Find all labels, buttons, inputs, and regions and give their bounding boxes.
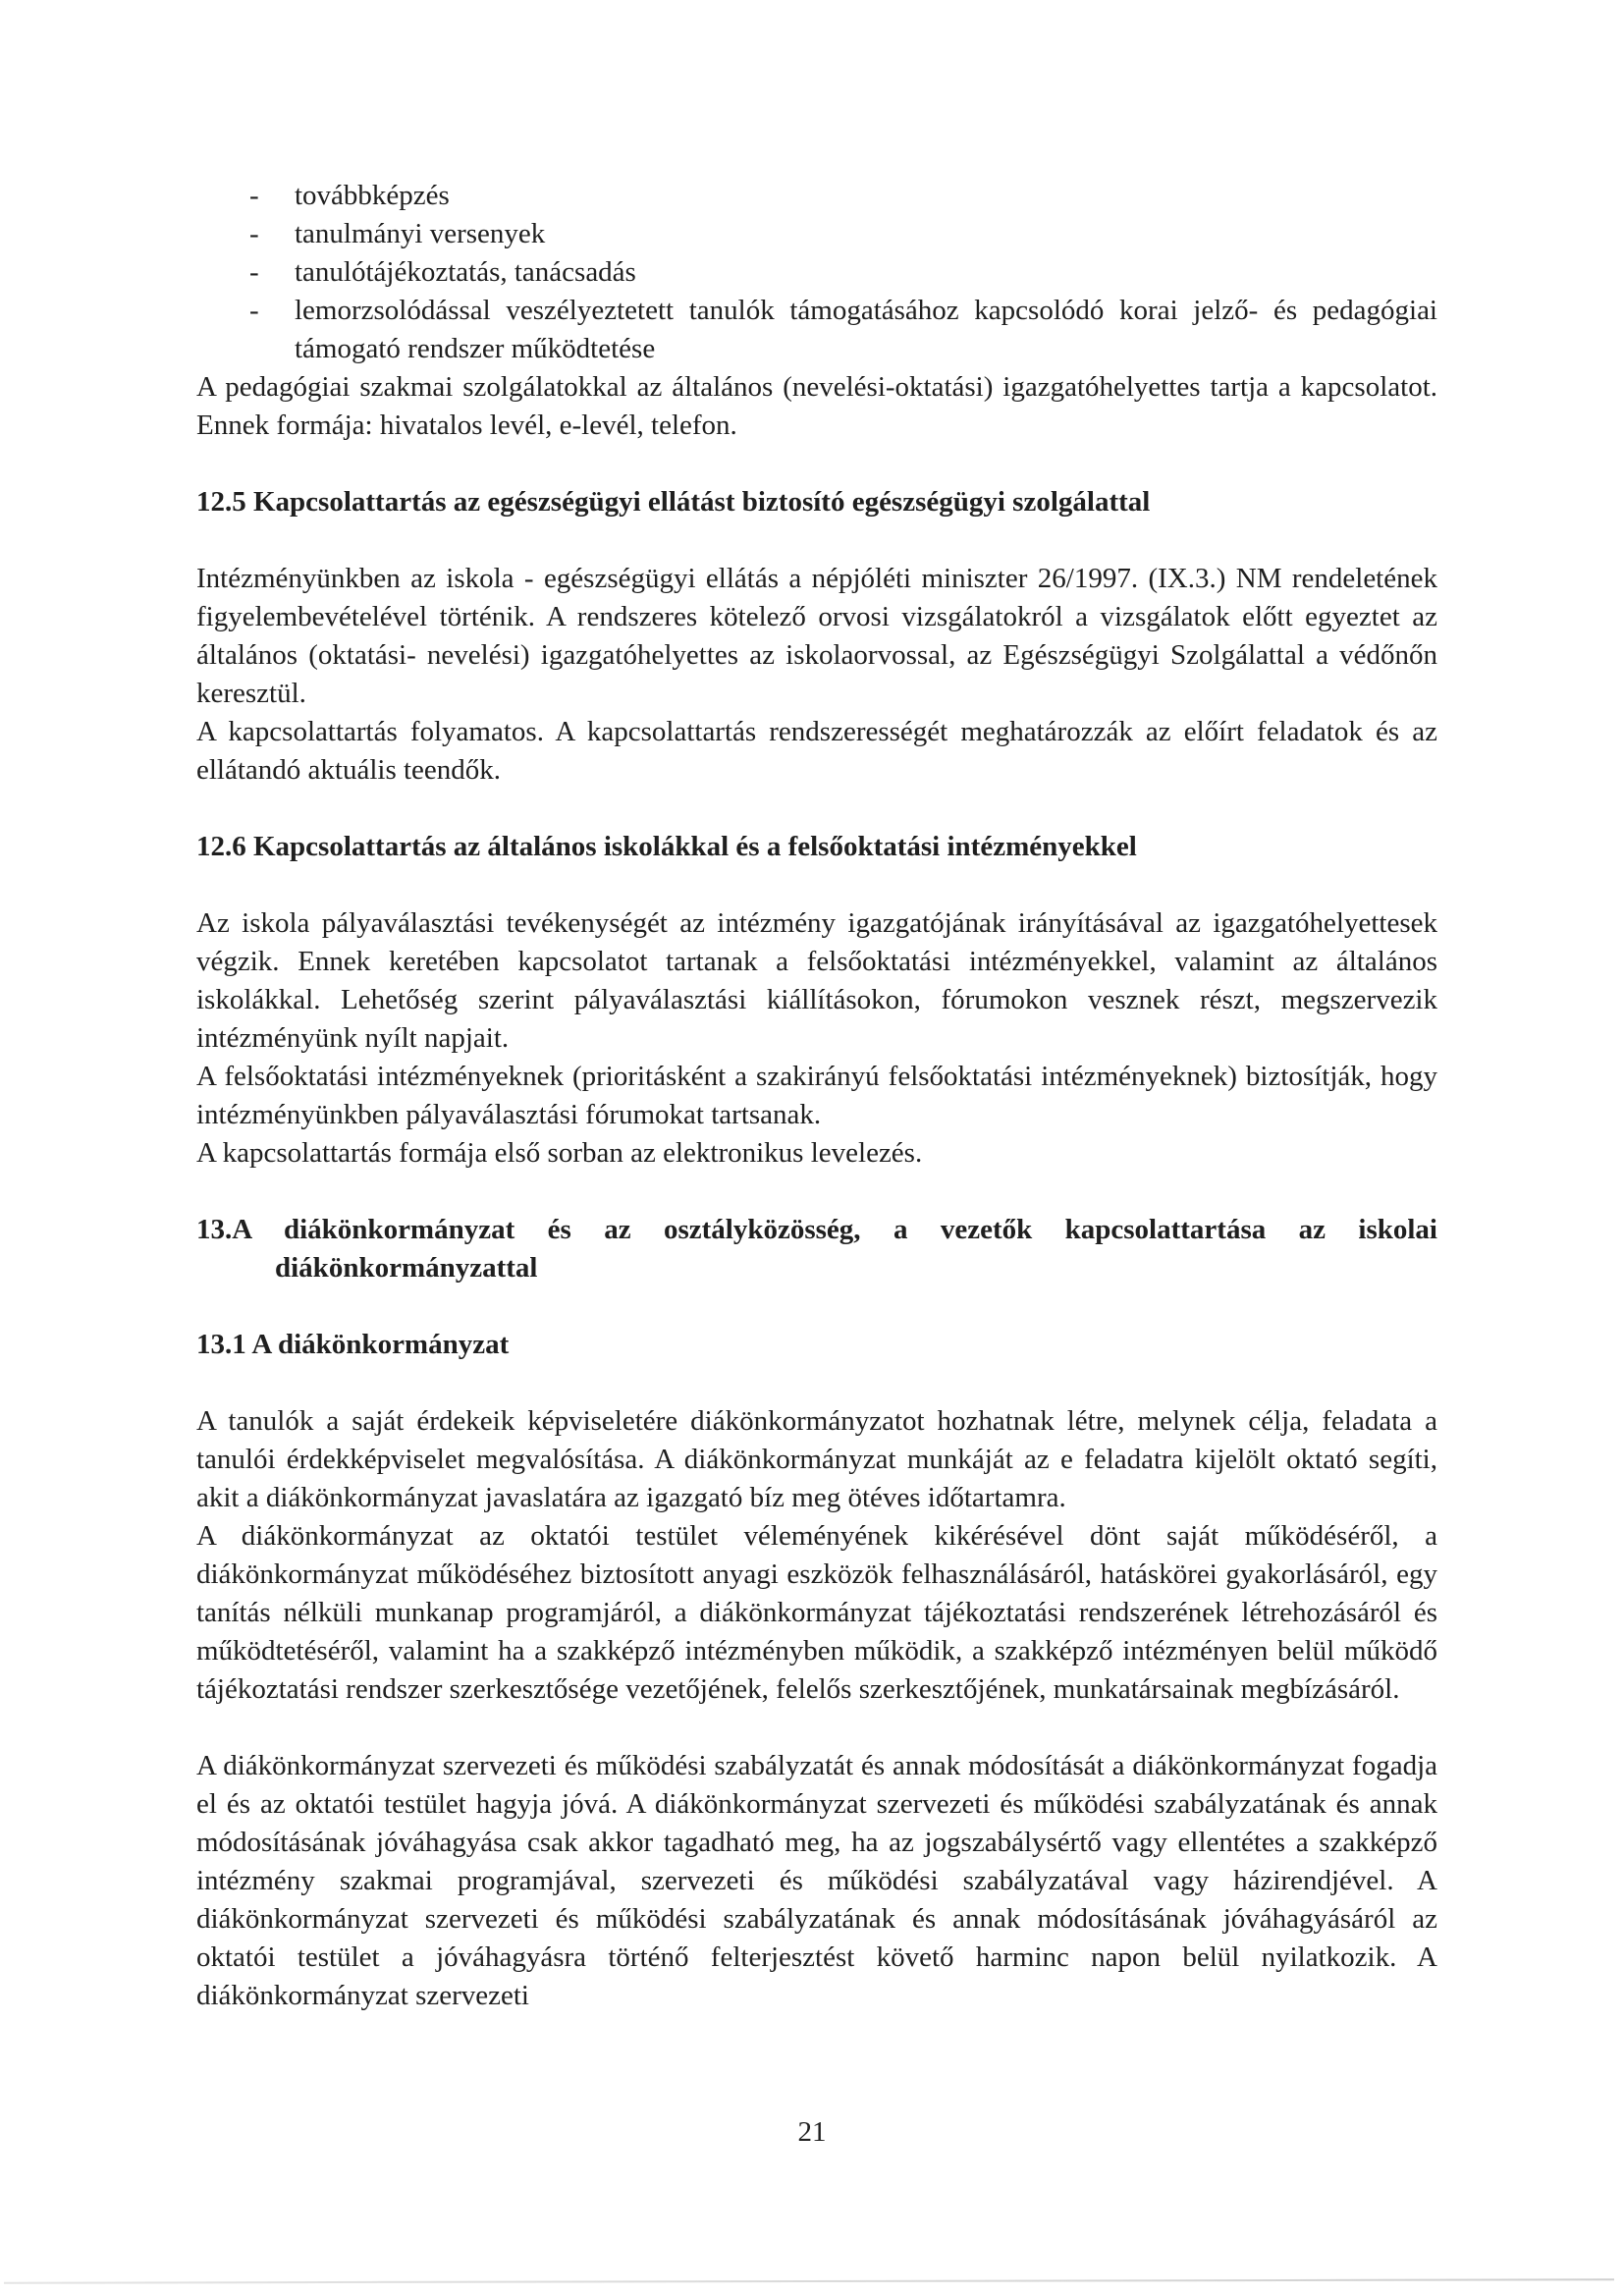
page-number: 21 <box>797 2116 827 2148</box>
spacer <box>196 866 1437 904</box>
paragraph: Az iskola pályaválasztási tevékenységét az intézmény igazgatójának irányításával az igazgatóhelyettesek végzik. Ennek keretében kapcsolatot tartanak a felsőoktatási intézményekkel, valamint az általános iskolákkal. Lehetőség szerint pályaválasztási kiállításokon, fórumokon vesznek részt, megszervezik intézményünk nyílt napjait. <box>196 907 1437 1054</box>
section-heading-13-1: 13.1 A diákönkormányzat <box>196 1329 510 1360</box>
intro-paragraph: A pedagógiai szakmai szolgálatokkal az általános (nevelési-oktatási) igazgatóhelyettes tartja a kapcsolatot. Ennek formája: hivatalos levél, e-levél, telefon. <box>196 371 1437 441</box>
list-item-text: tanulmányi versenyek <box>295 218 546 249</box>
paragraph: A kapcsolattartás formája első sorban az elektronikus levelezés. <box>196 1137 923 1169</box>
spacer <box>196 1173 1437 1211</box>
paragraph: A diákönkormányzat az oktatói testület véleményének kikérésével dönt saját működéséről, a diákönkormányzat működéséhez biztosított anyagi eszközök felhasználásáról, hatáskörei gyakorlásáról, egy tanítás nélküli munkanap programjáról, a diákönkormányzat tájékoztatási rendszerének létrehozásáról és működtetéséről, valamint ha a szakképző intézményben működik, a szakképző intézményen belül működő tájékoztatási rendszer szerkesztősége vezetőjének, felelős szerkesztőjének, munkatársainak megbízásáról. <box>196 1520 1437 1705</box>
spacer <box>196 1287 1437 1326</box>
list-item <box>196 253 1437 292</box>
section-heading-12-5: 12.5 Kapcsolattartás az egészségügyi ellátást biztosító egészségügyi szolgálattal <box>196 486 1151 518</box>
paragraph: A felsőoktatási intézményeknek (prioritásként a szakirányú felsőoktatási intézményeknek) biztosítják, hogy intézményünkben pályaválasztási fórumokat tartsanak. <box>196 1061 1437 1130</box>
list-item-text: lemorzsolódással veszélyeztetett tanulók támogatásához kapcsolódó korai jelző- és pedagógiai támogató rendszer működtetése <box>295 295 1437 364</box>
spacer <box>196 1364 1437 1402</box>
paragraph: A diákönkormányzat szervezeti és működési szabályzatát és annak módosítását a diákönkormányzat fogadja el és az oktatói testület hagyja jóvá. A diákönkormányzat szervezeti és működési szabályzatának és annak módosításának jóváhagyása csak akkor tagadható meg, ha az jogszabálysértő vagy ellentétes a szakképző intézmény szakmai programjával, szervezeti és működési szabályzatával vagy házirendjével. A diákönkormányzat szervezeti és működési szabályzatának és annak módosításának jóváhagyásáról az oktatói testület a jóváhagyásra történő felterjesztést követő harminc napon belül nyilatkozik. A diákönkormányzat szervezeti <box>196 1750 1437 2011</box>
paragraph: Intézményünkben az iskola - egészségügyi ellátás a népjóléti miniszter 26/1997. (IX.3.) NM rendeletének figyelembevételével történik. A rendszeres kötelező orvosi vizsgálatokról a vizsgálatok előtt egyeztet az általános (oktatási- nevelési) igazgatóhelyettes az iskolaorvossal, az Egészségügyi Szolgálattal a védőnőn keresztül. <box>196 563 1437 709</box>
bullet-list <box>196 177 1437 368</box>
list-item <box>196 177 1437 215</box>
spacer <box>196 790 1437 828</box>
list-item <box>196 292 1437 368</box>
section-heading-13: 13.A diákönkormányzat és az osztályközösség, a vezetők kapcsolattartása az iskolai diákönkormányzattal <box>196 1214 1437 1284</box>
spacer <box>196 1709 1437 1747</box>
bullet-dash: - <box>249 180 259 211</box>
spacer <box>196 445 1437 483</box>
list-item-text: tanulótájékoztatás, tanácsadás <box>295 256 636 288</box>
list-item-text: továbbképzés <box>295 180 450 211</box>
list-item <box>196 215 1437 253</box>
bullet-dash: - <box>249 256 259 288</box>
paragraph: A kapcsolattartás folyamatos. A kapcsolattartás rendszerességét meghatározzák az előírt feladatok és az ellátandó aktuális teendők. <box>196 716 1437 786</box>
section-heading-12-6: 12.6 Kapcsolattartás az általános iskolákkal és a felsőoktatási intézményekkel <box>196 831 1137 862</box>
bullet-dash: - <box>249 295 259 326</box>
spacer <box>196 521 1437 560</box>
bullet-dash: - <box>249 218 259 249</box>
scan-edge-line <box>4 2278 1614 2283</box>
paragraph: A tanulók a saját érdekeik képviseletére diákönkormányzatot hozhatnak létre, melynek célja, feladata a tanulói érdekképviselet megvalósítása. A diákönkormányzat munkáját az e feladatra kijelölt oktató segíti, akit a diákönkormányzat javaslatára az igazgató bíz meg ötéves időtartamra. <box>196 1405 1437 1513</box>
page-content <box>196 177 1437 2015</box>
